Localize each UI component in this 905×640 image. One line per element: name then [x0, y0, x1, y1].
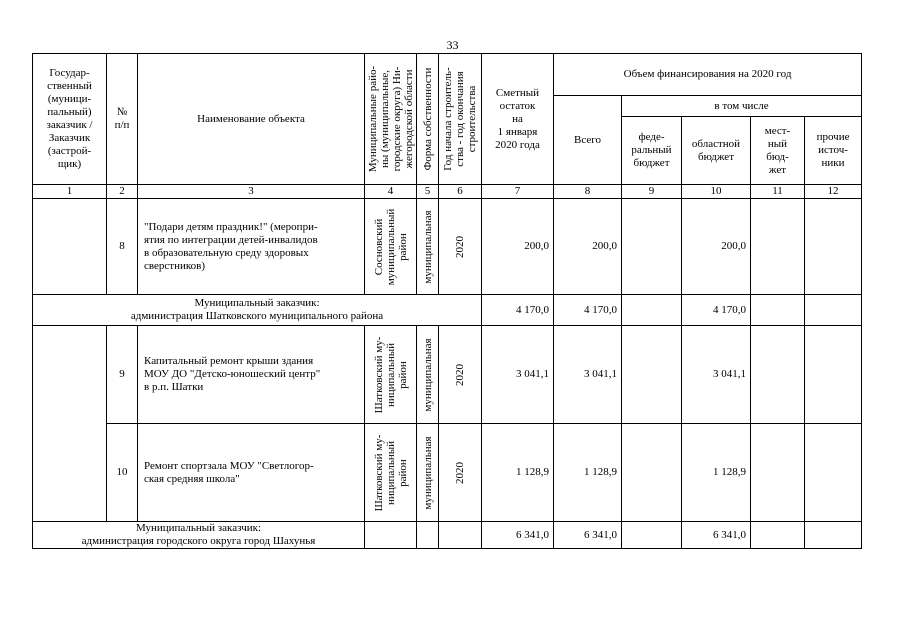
year-cell [439, 522, 482, 549]
header-funding: Объем финансирования на 2020 год [554, 54, 862, 96]
year-cell: 2020 [439, 199, 482, 295]
column-number: 11 [751, 185, 805, 199]
total-value: 1 128,9 [554, 424, 622, 522]
ownership-cell: муниципальная [417, 199, 439, 295]
year-cell: 2020 [439, 424, 482, 522]
regional-value: 1 128,9 [682, 424, 751, 522]
total-value: 6 341,0 [554, 522, 622, 549]
municipality-cell: Шатковский му- ниципальный район [365, 326, 417, 424]
local-value [751, 199, 805, 295]
column-number: 4 [365, 185, 417, 199]
local-value [751, 326, 805, 424]
object-name: Ремонт спортзала МОУ "Светлогор- ская средняя школа" [138, 424, 365, 522]
federal-value [622, 424, 682, 522]
ownership-cell: муниципальная [417, 326, 439, 424]
municipality-cell: Сосновский муниципальный район [365, 199, 417, 295]
federal-value [622, 326, 682, 424]
customer-cell [33, 199, 107, 295]
local-value [751, 522, 805, 549]
column-number: 5 [417, 185, 439, 199]
row-number: 10 [107, 424, 138, 522]
federal-value [622, 295, 682, 326]
header-federal: феде- ральный бюджет [622, 117, 682, 185]
header-number: № п/п [107, 54, 138, 185]
page-number: 33 [446, 38, 459, 52]
header-total: Всего [554, 96, 622, 185]
regional-value: 200,0 [682, 199, 751, 295]
header-customer: Государ- ственный (муници- пальный) заказчик / Заказчик (застрой- щик) [33, 54, 107, 185]
column-number: 1 [33, 185, 107, 199]
federal-value [622, 199, 682, 295]
column-number: 6 [439, 185, 482, 199]
header-municipality: Муниципальные райо- ны (муниципальные, городские округа) Ни- жегородской области [365, 54, 417, 185]
other-value [805, 295, 862, 326]
local-value [751, 424, 805, 522]
total-value: 3 041,1 [554, 326, 622, 424]
table-row [33, 199, 862, 295]
customer-cell [33, 326, 107, 522]
total-value: 4 170,0 [554, 295, 622, 326]
column-number: 7 [482, 185, 554, 199]
column-number: 10 [682, 185, 751, 199]
estimate-value: 4 170,0 [482, 295, 554, 326]
regional-value: 6 341,0 [682, 522, 751, 549]
header-estimate: Сметный остаток на 1 января 2020 года [482, 54, 554, 185]
estimate-value: 200,0 [482, 199, 554, 295]
column-number: 9 [622, 185, 682, 199]
estimate-value: 1 128,9 [482, 424, 554, 522]
header-object-name: Наименование объекта [138, 54, 365, 185]
header-local: мест- ный бюд- жет [751, 117, 805, 185]
subtotal-row [33, 295, 862, 326]
municipality-cell: Шатковский му- ниципальный район [365, 424, 417, 522]
estimate-value: 3 041,1 [482, 326, 554, 424]
ownership-cell [417, 522, 439, 549]
header-including: в том числе [622, 96, 862, 117]
subtotal-label: Муниципальный заказчик: администрация Шатковского муниципального района [33, 295, 482, 326]
object-name: Капитальный ремонт крыши здания МОУ ДО "Детско-юношеский центр" в р.п. Шатки [138, 326, 365, 424]
header-ownership: Форма собственности [417, 54, 439, 185]
column-number: 3 [138, 185, 365, 199]
column-number: 2 [107, 185, 138, 199]
financing-table [32, 53, 862, 549]
other-value [805, 424, 862, 522]
federal-value [622, 522, 682, 549]
table-row [33, 424, 862, 522]
other-value [805, 326, 862, 424]
header-years: Год начала строитель- ства - год окончания строительства [439, 54, 482, 185]
total-value: 200,0 [554, 199, 622, 295]
other-value [805, 199, 862, 295]
row-number: 9 [107, 326, 138, 424]
ownership-cell: муниципальная [417, 424, 439, 522]
year-cell: 2020 [439, 326, 482, 424]
header-other: прочие источ- ники [805, 117, 862, 185]
estimate-value: 6 341,0 [482, 522, 554, 549]
local-value [751, 295, 805, 326]
subtotal-row [33, 522, 862, 549]
row-number: 8 [107, 199, 138, 295]
regional-value: 3 041,1 [682, 326, 751, 424]
column-number: 8 [554, 185, 622, 199]
column-number: 12 [805, 185, 862, 199]
subtotal-label: Муниципальный заказчик: администрация городского округа город Шахунья [33, 522, 365, 549]
header-regional: областной бюджет [682, 117, 751, 185]
table-row [33, 326, 862, 424]
other-value [805, 522, 862, 549]
municipality-cell [365, 522, 417, 549]
object-name: "Подари детям праздник!" (меропри- ятия по интеграции детей-инвалидов в образовательную среду здоровых сверстников) [138, 199, 365, 295]
regional-value: 4 170,0 [682, 295, 751, 326]
